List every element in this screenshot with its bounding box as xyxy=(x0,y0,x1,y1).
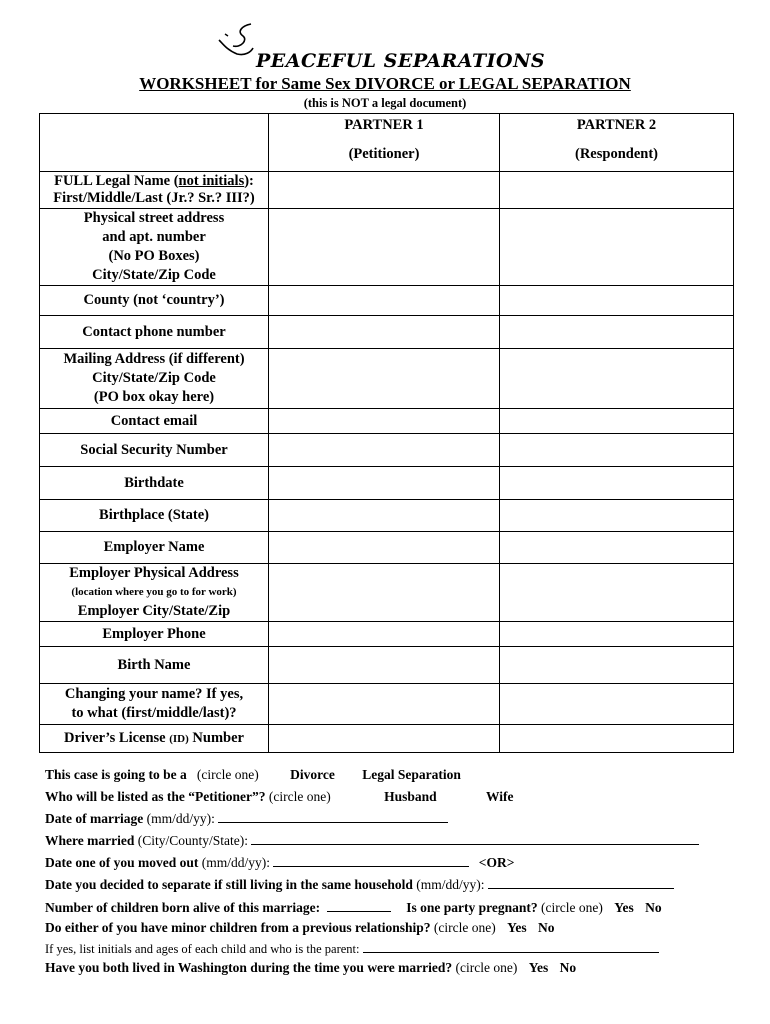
label-employer-name: Employer Name xyxy=(40,532,269,564)
table-row xyxy=(40,647,734,684)
partner2-drivers-license-field[interactable] xyxy=(500,725,734,753)
partner2-employer-address-field[interactable] xyxy=(500,564,734,622)
partner2-ssn-field[interactable] xyxy=(500,434,734,467)
partner-info-table xyxy=(39,113,734,753)
partner2-mailing-address-field[interactable] xyxy=(500,349,734,409)
option-pregnant-no[interactable]: No xyxy=(645,900,662,915)
partner2-contact-phone-field[interactable] xyxy=(500,316,734,349)
where-married-question: Where married (City/County/State): xyxy=(45,832,699,849)
partner2-physical-address-field[interactable] xyxy=(500,209,734,286)
label-birthdate: Birthdate xyxy=(40,467,269,500)
partner2-title: PARTNER 2 xyxy=(576,117,657,133)
partner2-county-field[interactable] xyxy=(500,286,734,316)
partner1-email-field[interactable] xyxy=(269,409,500,434)
table-row xyxy=(40,500,734,532)
table-row xyxy=(40,209,734,286)
partner1-mailing-address-field[interactable] xyxy=(269,349,500,409)
moved-out-date-field[interactable] xyxy=(273,854,469,867)
partner1-name-change-field[interactable] xyxy=(269,684,500,725)
table-row xyxy=(40,349,734,409)
table-row xyxy=(40,467,734,500)
label-birth-name: Birth Name xyxy=(40,647,269,684)
option-divorce[interactable]: Divorce xyxy=(290,767,335,782)
label-full-legal-name: FULL Legal Name (not initials): First/Middle/Last (Jr.? Sr.? III?) xyxy=(40,172,269,209)
partner1-title: PARTNER 1 xyxy=(344,117,424,133)
partner2-role: (Respondent) xyxy=(575,146,658,162)
label-birthplace: Birthplace (State) xyxy=(40,500,269,532)
table-row xyxy=(40,434,734,467)
label-mailing-address: Mailing Address (if different) City/State/Zip Code (PO box okay here) xyxy=(40,349,269,409)
option-wife[interactable]: Wife xyxy=(486,789,514,804)
dove-logo-icon xyxy=(215,22,255,62)
where-married-field[interactable] xyxy=(251,832,699,845)
option-minor-children-yes[interactable]: Yes xyxy=(507,920,527,935)
partner2-full-legal-name-field[interactable] xyxy=(500,172,734,209)
table-row xyxy=(40,684,734,725)
label-name-change: Changing your name? If yes, to what (first/middle/last)? xyxy=(40,684,269,725)
label-employer-address: Employer Physical Address (location where you go to for work) Employer City/State/Zip xyxy=(40,564,269,622)
partner2-birthdate-field[interactable] xyxy=(500,467,734,500)
partner1-employer-phone-field[interactable] xyxy=(269,622,500,647)
table-row xyxy=(40,532,734,564)
page-title: WORKSHEET for Same Sex DIVORCE or LEGAL SEPARATION xyxy=(139,74,631,93)
partner1-ssn-field[interactable] xyxy=(269,434,500,467)
partner1-contact-phone-field[interactable] xyxy=(269,316,500,349)
washington-residency-question: Have you both lived in Washington during the time you were married? (circle one) Yes No xyxy=(45,960,577,975)
partner1-birthdate-field[interactable] xyxy=(269,467,500,500)
table-row xyxy=(40,409,734,434)
partner2-employer-name-field[interactable] xyxy=(500,532,734,564)
table-row xyxy=(40,172,734,209)
label-drivers-license: Driver’s License (ID) Number xyxy=(40,725,269,753)
partner1-physical-address-field[interactable] xyxy=(269,209,500,286)
partner2-employer-phone-field[interactable] xyxy=(500,622,734,647)
date-of-marriage-question: Date of marriage (mm/dd/yy): xyxy=(45,810,448,827)
label-employer-phone: Employer Phone xyxy=(40,622,269,647)
partner2-header xyxy=(500,114,734,172)
option-pregnant-yes[interactable]: Yes xyxy=(614,900,634,915)
minor-children-question: Do either of you have minor children from a previous relationship? (circle one) Yes No xyxy=(45,920,555,935)
table-header-row xyxy=(40,114,734,172)
label-contact-email: Contact email xyxy=(40,409,269,434)
partner1-header xyxy=(269,114,500,172)
table-row xyxy=(40,725,734,753)
option-minor-children-no[interactable]: No xyxy=(537,920,555,935)
partner2-birth-name-field[interactable] xyxy=(500,647,734,684)
partner1-county-field[interactable] xyxy=(269,286,500,316)
brand-name: PEACEFUL SEPARATIONS xyxy=(256,50,546,72)
moved-out-question: Date one of you moved out (mm/dd/yy): <OR> xyxy=(45,855,515,870)
option-washington-no[interactable]: No xyxy=(559,960,577,975)
partner1-birth-name-field[interactable] xyxy=(269,647,500,684)
partner1-birthplace-field[interactable] xyxy=(269,500,500,532)
children-count-field[interactable] xyxy=(327,899,391,912)
partner1-employer-name-field[interactable] xyxy=(269,532,500,564)
partner2-birthplace-field[interactable] xyxy=(500,500,734,532)
label-ssn: Social Security Number xyxy=(40,434,269,467)
partner1-role: (Petitioner) xyxy=(348,146,420,162)
label-physical-address: Physical street address and apt. number (No PO Boxes) City/State/Zip Code xyxy=(40,209,269,286)
case-type-question: This case is going to be a (circle one) Divorce Legal Separation xyxy=(45,767,461,782)
partner2-name-change-field[interactable] xyxy=(500,684,734,725)
children-question: Number of children born alive of this marriage: Is one party pregnant? (circle one) Yes No xyxy=(45,900,662,915)
option-husband[interactable]: Husband xyxy=(384,789,437,804)
petitioner-question: Who will be listed as the “Petitioner”? (circle one) Husband Wife xyxy=(45,789,514,804)
partner1-drivers-license-field[interactable] xyxy=(269,725,500,753)
table-row xyxy=(40,564,734,622)
partner2-email-field[interactable] xyxy=(500,409,734,434)
separation-date-field[interactable] xyxy=(488,876,674,889)
children-list-question: If yes, list initials and ages of each child and who is the parent: xyxy=(45,940,659,957)
table-row xyxy=(40,316,734,349)
option-legal-separation[interactable]: Legal Separation xyxy=(362,767,461,782)
partner1-full-legal-name-field[interactable] xyxy=(269,172,500,209)
table-row xyxy=(40,286,734,316)
partner1-employer-address-field[interactable] xyxy=(269,564,500,622)
label-contact-phone: Contact phone number xyxy=(40,316,269,349)
page-subtitle: (this is NOT a legal document) xyxy=(303,96,467,110)
separation-date-question: Date you decided to separate if still living in the same household (mm/dd/yy): xyxy=(45,876,674,893)
label-county: County (not ‘country’) xyxy=(40,286,269,316)
date-of-marriage-field[interactable] xyxy=(218,810,448,823)
header-blank-cell xyxy=(40,114,269,172)
option-washington-yes[interactable]: Yes xyxy=(528,960,549,975)
children-list-field[interactable] xyxy=(363,940,659,953)
table-row xyxy=(40,622,734,647)
